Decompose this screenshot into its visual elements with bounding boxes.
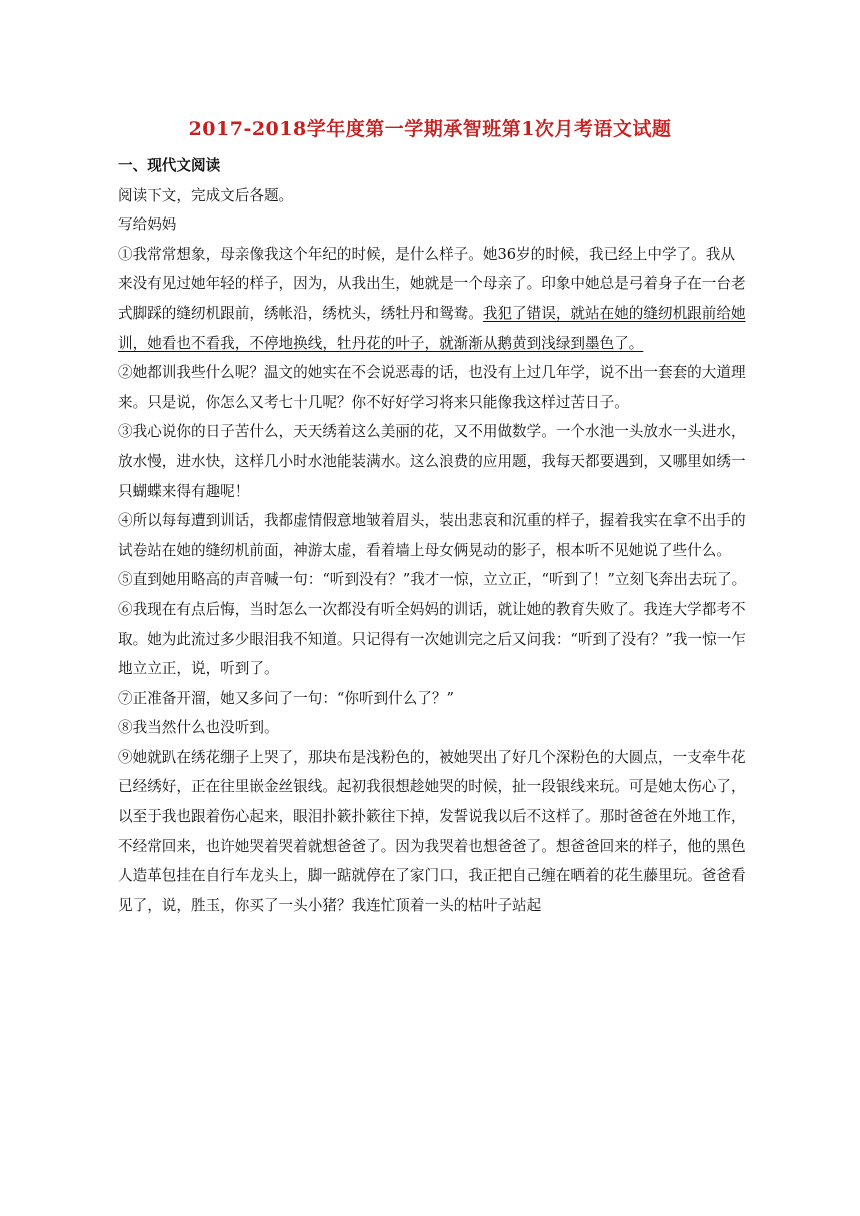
section-heading: 一、现代文阅读 (118, 157, 221, 174)
paragraph-6: ⑥我现在有点后悔，当时怎么一次都没有听全妈妈的训话，就让她的教育失败了。我连大学都考不取。她为此流过多少眼泪我不知道。只记得有一次她训完之后又问我：“听到了没有？”我一惊一乍地立立正，说，听到了。 (118, 600, 746, 678)
paragraph-1 (118, 240, 748, 358)
paragraph-5: ⑤直到她用略高的声音喊一句：“听到没有？”我才一惊，立立正，“听到了！”立刻飞奔出去玩了。 (118, 571, 747, 589)
paragraph-1-underlined: 我犯了错误，就站在她的缝纫机跟前给她训，她看也不看我，不停地换线，牡丹花的叶子，就渐渐从鹅黄到浅绿到墨色了。 (118, 304, 746, 352)
document-body (118, 151, 748, 920)
paragraph-9: ⑨她就趴在绣花绷子上哭了，那块布是浅粉色的，被她哭出了好几个深粉色的大圆点，一支牵牛花已经绣好，正在往里嵌金丝银线。起初我很想趁她哭的时候，扯一段银线来玩。可是她太伤心了，以至于我也跟着伤心起来，眼泪扑簌扑簌往下掉，发誓说我以后不这样了。那时爸爸在外地工作，不经常回来，也许她哭着哭着就想爸爸了。因为我哭着也想爸爸了。想爸爸回来的样子，他的黑色人造革包挂在自行车龙头上，脚一踮就停在了家门口，我正把自己缠在晒着的花生藤里玩。爸爸看见了，说，胜玉，你买了一头小猪？我连忙顶着一头的枯叶子站起 (118, 748, 746, 914)
instruction-text: 阅读下文，完成文后各题。 (118, 186, 294, 204)
paragraph-8: ⑧我当然什么也没听到。 (118, 719, 279, 737)
paragraph-4: ④所以每每遭到训话，我都虚情假意地皱着眉头，装出悲哀和沉重的样子，握着我实在拿不出手的试卷站在她的缝纫机前面，神游太虚，看着墙上母女俩晃动的影子，根本听不见她说了些什么。 (118, 512, 746, 559)
paragraph-7: ⑦正准备开溜，她又多问了一句：“你听到什么了？” (118, 689, 454, 707)
paragraph-1-text: ①我常常想象，母亲像我这个年纪的时候，是什么样子。她36岁的时候，我已经上中学了。我从来没有见过她年轻的样子，因为，从我出生，她就是一个母亲了。印象中她总是弓着身子在一台老式脚踩的缝纫机跟前，绣帐沿，绣枕头，绣牡丹和鸳鸯。 (118, 245, 746, 322)
article-title: 写给妈妈 (118, 216, 177, 234)
document-title: 2017-2018学年度第一学期承智班第1次月考语文试题 (188, 118, 672, 140)
paragraph-2: ②她都训我些什么呢？温文的她实在不会说恶毒的话，也没有上过几年学，说不出一套套的大道理来。只是说，你怎么又考七十几呢？你不好好学习将来只能像我这样过苦日子。 (118, 364, 746, 411)
paragraph-3: ③我心说你的日子苦什么，天天绣着这么美丽的花，又不用做数学。一个水池一头放水一头进水，放水慢，进水快，这样几小时水池能装满水。这么浪费的应用题，我每天都要遇到，又哪里如绣一只蝴蝶来得有趣呢！ (118, 423, 746, 500)
